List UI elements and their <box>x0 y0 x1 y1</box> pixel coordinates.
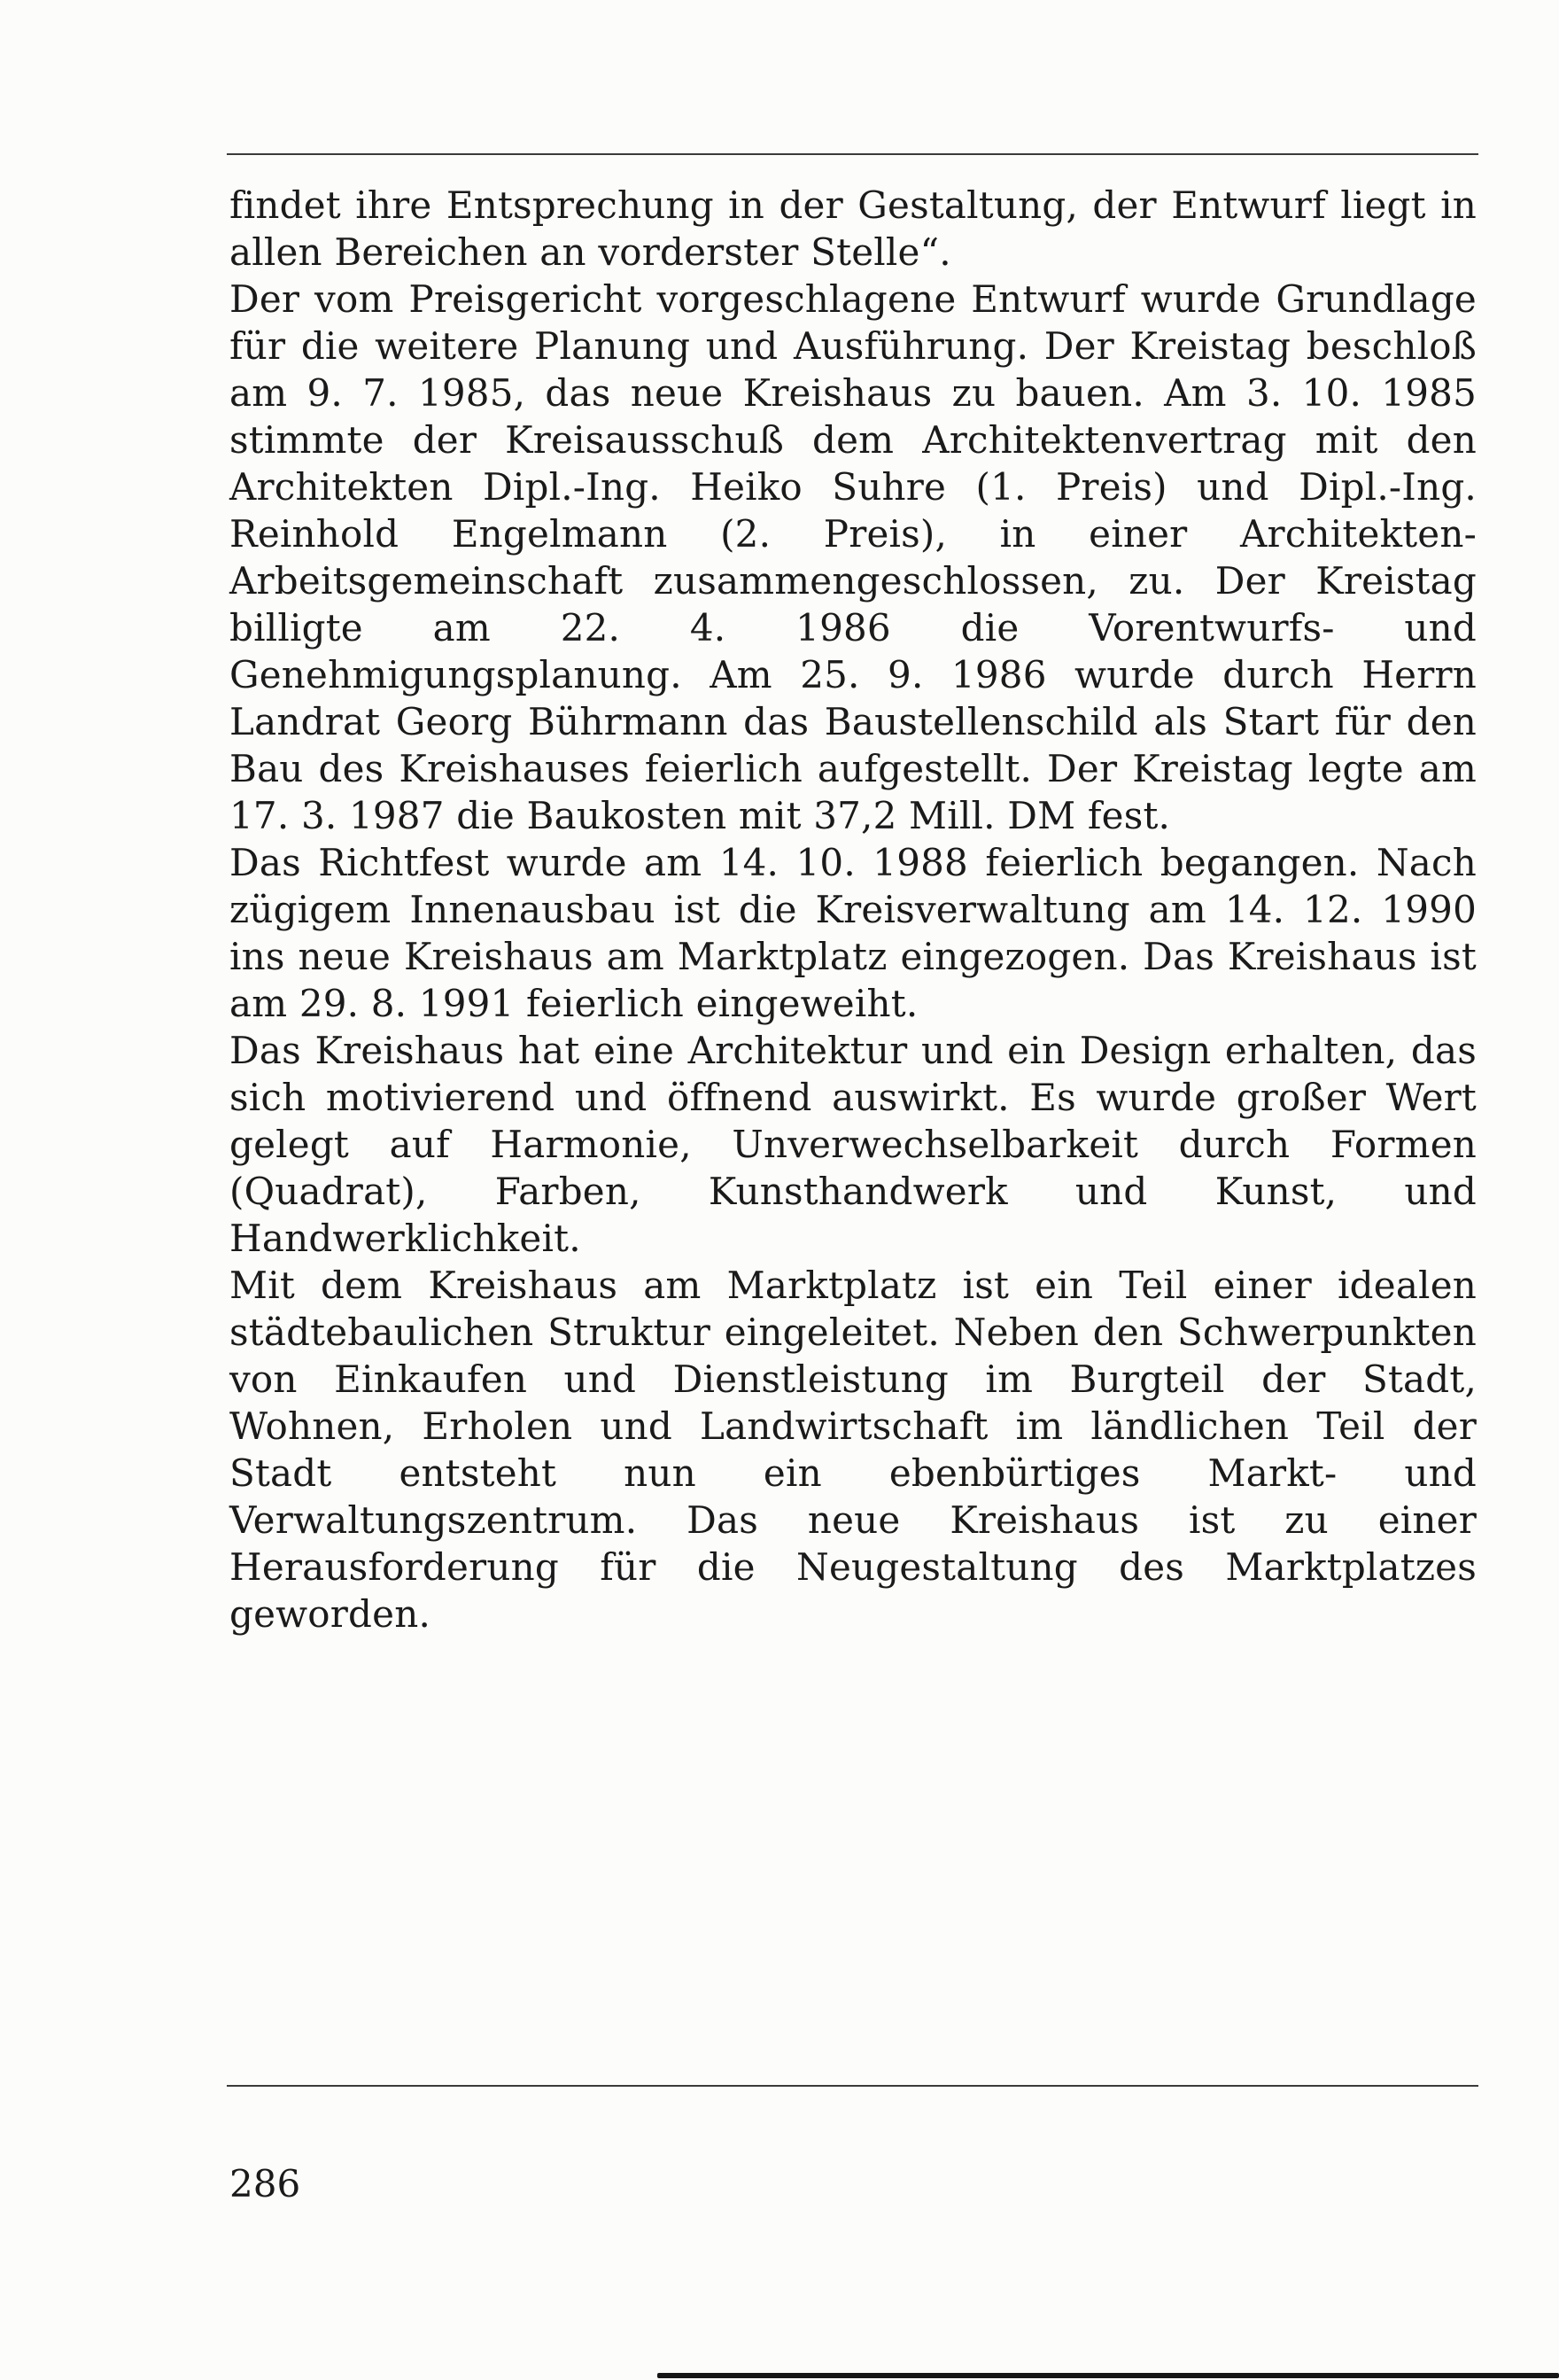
page-number: 286 <box>229 2162 301 2205</box>
bottom-horizontal-rule <box>227 2085 1478 2087</box>
body-text <box>229 182 1477 1637</box>
scan-edge-artifact <box>657 2373 1559 2378</box>
paragraph-architecture-design: Das Kreishaus hat eine Architektur und ein Design erhalten, das sich motivierend und öffnend auswirkt. Es wurde großer Wert gelegt auf Harmonie, Unverwechselbarkeit durch Formen (Quadrat), Farben, Kunsthandwerk und Kunst, und Handwerklichkeit. <box>229 1029 1477 1260</box>
paragraph-marktplatz: Mit dem Kreishaus am Marktplatz ist ein Teil einer idealen städtebaulichen Struktur eingeleitet. Neben den Schwerpunkten von Einkaufen und Dienstleistung im Burgteil der Stadt, Wohnen, Erholen und Landwirtschaft im ländlichen Teil der Stadt entsteht nun ein ebenbürtiges Markt- und Verwaltungszentrum. Das neue Kreishaus ist zu einer Herausforderung für die Neugestaltung des Marktplatzes geworden. <box>229 1264 1477 1636</box>
paragraph-richtfest: Das Richtfest wurde am 14. 10. 1988 feierlich begangen. Nach zügigem Innenausbau ist die Kreisverwaltung am 14. 12. 1990 ins neue Kreishaus am Marktplatz eingezogen. Das Kreishaus ist am 29. 8. 1991 feierlich eingeweiht. <box>229 841 1477 1025</box>
top-horizontal-rule <box>227 153 1478 155</box>
paragraph-continuation: findet ihre Entsprechung in der Gestaltung, der Entwurf liegt in allen Bereichen an vorderster Stelle“. <box>229 183 1477 274</box>
paragraph-planning-history: Der vom Preisgericht vorgeschlagene Entwurf wurde Grundlage für die weitere Planung und Ausführung. Der Kreistag beschloß am 9. 7. 1985, das neue Kreishaus zu bauen. Am 3. 10. 1985 stimmte der Kreisausschuß dem Architektenvertrag mit den Architekten Dipl.-Ing. Heiko Suhre (1. Preis) und Dipl.-Ing. Reinhold Engelmann (2. Preis), in einer Architekten-Arbeitsgemeinschaft zusammengeschlossen, zu. Der Kreistag billigte am 22. 4. 1986 die Vorentwurfs- und Genehmigungsplanung. Am 25. 9. 1986 wurde durch Herrn Landrat Georg Bührmann das Baustellenschild als Start für den Bau des Kreishauses feierlich aufgestellt. Der Kreistag legte am 17. 3. 1987 die Baukosten mit 37,2 Mill. DM fest. <box>229 277 1477 837</box>
